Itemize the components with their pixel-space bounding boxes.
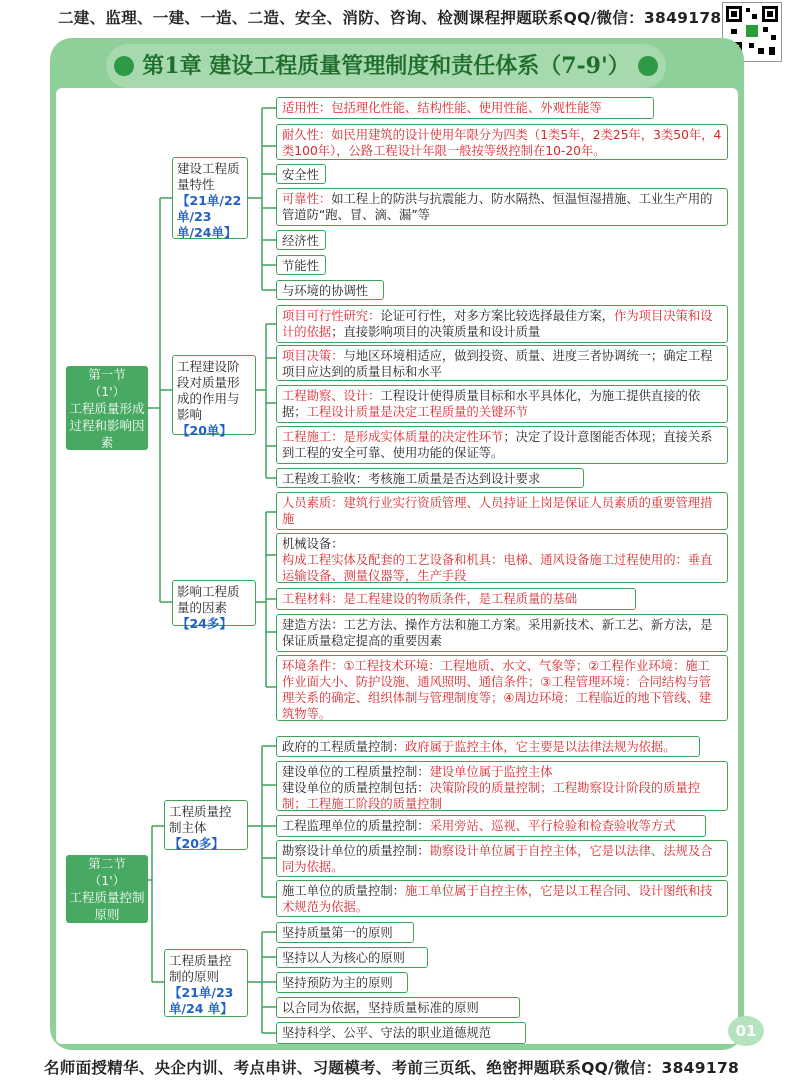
section-1-box (66, 366, 148, 450)
leaf-environment-conditions: 环境条件：①工程技术环境：工程地质、水文、气象等；②工程作业环境：施工作业面大小、防护设施、通风照明、通信条件；③工程管理环境：合同结构与管理关系的确定、组织体制与管理制度等；④周边环境：工程临近的地下管线、建筑物等。 (276, 655, 728, 721)
topic-name: 工程建设阶段对质量形成的作用与影响 (177, 359, 240, 422)
section-2-points: （1'） (88, 873, 126, 888)
topic-name: 建设工程质量特性 (177, 161, 240, 192)
leaf-professional-ethics: 坚持科学、公平、守法的职业道德规范 (276, 1022, 526, 1044)
topic-construction-stages (172, 355, 256, 438)
leaf-owner-control: 建设单位的工程质量控制：建设单位属于监控主体 建设单位的质量控制包括：决策阶段的质量控制；工程勘察设计阶段的质量控制；工程施工阶段的质量控制 (276, 761, 728, 811)
section-1-label: 第一节 (88, 366, 126, 382)
leaf-safety: 安全性 (276, 164, 326, 184)
leaf-reliability: 可靠性：如工程上的防洪与抗震能力、防水隔热、恒温恒湿措施、工业生产用的管道防“跑、冒、滴、漏”等 (276, 188, 728, 226)
leaf-machinery: 机械设备： 构成工程实体及配套的工艺设备和机具：电梯、通风设备施工过程使用的：垂直运输设备、测量仪器等，生产手段 (276, 533, 728, 583)
leaf-project-decision: 项目决策：与地区环境相适应，做到投资、质量、进度三者协调统一；确定工程项目应达到的质量目标和水平 (276, 345, 728, 381)
section-2-box (66, 855, 148, 923)
leaf-contract-basis: 以合同为依据，坚持质量标准的原则 (276, 997, 520, 1018)
section-2-label: 第二节 (88, 856, 126, 871)
leaf-completion-acceptance: 工程竣工验收：考核施工质量是否达到设计要求 (276, 468, 584, 488)
topic-tag: 【21单/23单/24 单】 (169, 985, 234, 1016)
chapter-title: 第1章 建设工程质量管理制度和责任体系（7-9'） (106, 44, 666, 88)
topic-name: 影响工程质量的因素 (177, 584, 240, 615)
topic-control-principles (164, 949, 248, 1017)
leaf-applicability: 适用性：包括理化性能、结构性能、使用性能、外观性能等 (276, 97, 654, 119)
footer-banner: 名师面授精华、央企内训、考点串讲、习题模考、考前三页纸、绝密押题联系QQ/微信：3849178 (44, 1059, 740, 1077)
leaf-survey-design: 工程勘察、设计：工程设计使得质量目标和水平具体化，为施工提供直接的依据；工程设计质量是决定工程质量的关键环节 (276, 385, 728, 423)
leaf-personnel: 人员素质：建筑行业实行资质管理、人员持证上岗是保证人员素质的重要管理措施 (276, 492, 728, 530)
leaf-economy: 经济性 (276, 230, 326, 250)
topic-quality-characteristics (172, 157, 248, 239)
section-2-title: 工程质量控制原则 (69, 890, 145, 922)
topic-tag: 【21单/22单/23 单/24单】 (177, 193, 242, 240)
leaf-construction: 工程施工：是形成实体质量的决定性环节；决定了设计意图能否体现；直接关系到工程的安全可靠、使用功能的保证等。 (276, 426, 728, 464)
leaf-environment-harmony: 与环境的协调性 (276, 280, 384, 300)
leaf-materials: 工程材料：是工程建设的物质条件，是工程质量的基础 (276, 588, 636, 610)
leaf-supervisor-control: 工程监理单位的质量控制：采用旁站、巡视、平行检验和检查验收等方式 (276, 815, 706, 837)
section-1-title: 工程质量形成过程和影响因素 (69, 400, 145, 450)
leaf-government-control: 政府的工程质量控制：政府属于监控主体，它主要是以法律法规为依据。 (276, 736, 700, 757)
leaf-durability: 耐久性：如民用建筑的设计使用年限分为四类（1类5年，2类25年，3类50年，4类100年），公路工程设计年限一般按等级控制在10-20年。 (276, 124, 728, 160)
leaf-prevention-first: 坚持预防为主的原则 (276, 972, 408, 993)
section-1-points: （1'） (88, 383, 126, 399)
topic-tag: 【24多】 (177, 616, 232, 631)
leaf-contractor-control: 施工单位的质量控制：施工单位属于自控主体，它是以工程合同、设计图纸和技术规范为依据。 (276, 880, 728, 917)
leaf-quality-first: 坚持质量第一的原则 (276, 922, 414, 943)
topic-name: 工程质量控制主体 (169, 804, 232, 835)
leaf-people-centered: 坚持以人为核心的原则 (276, 947, 428, 968)
topic-influencing-factors (172, 580, 256, 631)
topic-name: 工程质量控制的原则 (169, 953, 232, 984)
page-number: 01 (728, 1016, 764, 1046)
leaf-design-unit-control: 勘察设计单位的质量控制：勘察设计单位属于自控主体，它是以法律、法规及合同为依据。 (276, 840, 728, 877)
leaf-feasibility-study: 项目可行性研究：论证可行性，对多方案比较选择最佳方案，作为项目决策和设计的依据；直接影响项目的决策质量和设计质量 (276, 305, 728, 343)
leaf-methods: 建造方法：工艺方法、操作方法和施工方案。采用新技术、新工艺、新方法，是保证质量稳定提高的重要因素 (276, 614, 728, 652)
topic-tag: 【20单】 (177, 423, 232, 438)
topic-control-subjects (164, 800, 248, 850)
header-banner: 二建、监理、一建、一造、二造、安全、消防、咨询、检测课程押题联系QQ/微信：3849178 (58, 9, 722, 27)
topic-tag: 【20多】 (169, 836, 224, 851)
leaf-energy-saving: 节能性 (276, 255, 326, 275)
